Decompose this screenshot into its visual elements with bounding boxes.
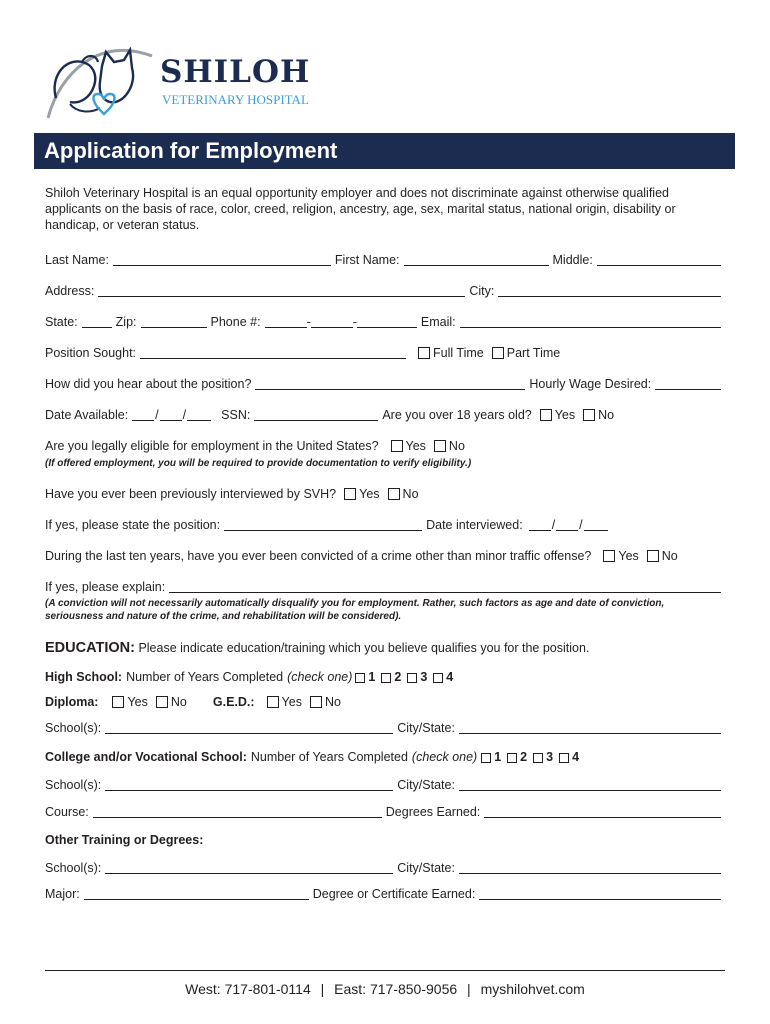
degree-cert-label: Degree or Certificate Earned: <box>312 887 476 901</box>
diploma-no-label: No <box>170 695 187 709</box>
explain-row <box>45 575 725 595</box>
prior-position-label: If yes, please state the position: <box>45 518 221 532</box>
last-name-label: Last Name: <box>45 253 109 267</box>
ged-no-option[interactable] <box>302 694 341 710</box>
hs-year-4-label: 4 <box>446 670 454 684</box>
over18-no-option[interactable] <box>575 407 614 423</box>
prior-position-row <box>45 513 725 533</box>
full-time-option[interactable] <box>418 345 484 361</box>
position-label: Position Sought: <box>45 346 137 360</box>
college-year-2-checkbox[interactable] <box>507 753 517 763</box>
over18-yes-label: Yes <box>554 408 576 422</box>
phone-prefix-field[interactable] <box>311 313 353 328</box>
ged-no-label: No <box>324 695 341 709</box>
college-year-4-option[interactable] <box>553 749 579 765</box>
convicted-no-option[interactable] <box>639 548 678 564</box>
college-year-2-label: 2 <box>520 750 528 764</box>
hs-year-3-label: 3 <box>420 670 428 684</box>
high-school-row <box>45 665 725 685</box>
other-training-label: Other Training or Degrees: <box>45 833 204 847</box>
state-row <box>45 310 725 330</box>
eligible-label: Are you legally eligible for employment in the United States? <box>45 439 379 453</box>
convicted-row <box>45 544 725 564</box>
hs-years-label: Number of Years Completed <box>126 670 284 684</box>
eligible-no-option[interactable] <box>426 438 465 454</box>
degrees-earned-field[interactable] <box>484 803 721 818</box>
convicted-no-checkbox[interactable] <box>647 550 659 562</box>
interviewed-yes-label: Yes <box>359 487 380 501</box>
hs-schools-field[interactable] <box>105 719 393 734</box>
interview-month-field[interactable] <box>529 516 551 531</box>
diploma-yes-option[interactable] <box>98 694 147 710</box>
college-row <box>45 745 725 765</box>
footer <box>45 981 725 997</box>
explain-label: If yes, please explain: <box>45 580 166 594</box>
interviewed-yes-option[interactable] <box>336 486 379 502</box>
footer-west-phone: West: 717-801-0114 <box>185 981 311 997</box>
email-field[interactable] <box>460 313 721 328</box>
interviewed-no-label: No <box>402 487 419 501</box>
hs-schools-label: School(s): <box>45 721 102 735</box>
hs-city-state-label: City/State: <box>397 721 455 735</box>
college-years-label: Number of Years Completed <box>250 750 408 764</box>
course-row <box>45 800 725 820</box>
part-time-option[interactable] <box>484 345 561 361</box>
title-bar <box>34 133 735 169</box>
education-title: EDUCATION: <box>45 640 135 656</box>
phone-area-field[interactable] <box>265 313 307 328</box>
over18-yes-checkbox[interactable] <box>540 409 552 421</box>
course-label: Course: <box>45 805 89 819</box>
other-schools-label: School(s): <box>45 861 102 875</box>
other-schools-field[interactable] <box>105 859 393 874</box>
email-label: Email: <box>420 315 456 329</box>
college-year-3-label: 3 <box>546 750 554 764</box>
state-label: State: <box>45 315 78 329</box>
date-day-field[interactable] <box>160 406 182 421</box>
interview-slash-1: / <box>551 518 556 532</box>
degree-cert-field[interactable] <box>479 885 721 900</box>
phone-dash-1: - <box>306 315 311 329</box>
college-year-2-option[interactable] <box>501 749 527 765</box>
diploma-label: Diploma: <box>45 695 99 709</box>
zip-field[interactable] <box>141 313 207 328</box>
eligible-yes-checkbox[interactable] <box>391 440 403 452</box>
phone-line-field[interactable] <box>357 313 417 328</box>
interviewed-label: Have you ever been previously interviewed by SVH? <box>45 487 337 501</box>
other-training-row <box>45 828 725 848</box>
other-city-state-field[interactable] <box>459 859 721 874</box>
interview-slash-2: / <box>579 518 583 532</box>
hs-year-2-checkbox[interactable] <box>381 673 391 683</box>
convicted-yes-label: Yes <box>618 549 639 563</box>
eligible-yes-option[interactable] <box>379 438 426 454</box>
college-year-4-label: 4 <box>572 750 580 764</box>
high-school-label: High School: <box>45 670 123 684</box>
diploma-yes-checkbox[interactable] <box>112 696 124 708</box>
page-title: Application for Employment <box>44 138 338 163</box>
college-label: College and/or Vocational School: <box>45 750 247 764</box>
course-field[interactable] <box>93 803 382 818</box>
address-label: Address: <box>45 284 95 298</box>
zip-label: Zip: <box>115 315 137 329</box>
diploma-yes-label: Yes <box>127 695 148 709</box>
footer-sep-1: | <box>320 981 325 997</box>
interviewed-no-option[interactable] <box>380 486 419 502</box>
college-year-4-checkbox[interactable] <box>559 753 569 763</box>
over18-no-checkbox[interactable] <box>583 409 595 421</box>
education-heading <box>45 640 589 656</box>
major-row <box>45 882 725 902</box>
logo-tagline: VETERINARY HOSPITAL <box>162 92 309 107</box>
other-city-state-label: City/State: <box>397 861 455 875</box>
college-schools-label: School(s): <box>45 778 102 792</box>
ged-yes-label: Yes <box>281 695 302 709</box>
convicted-yes-option[interactable] <box>591 548 638 564</box>
phone-dash-2: - <box>352 315 357 329</box>
date-slash-1: / <box>155 408 159 422</box>
logo <box>40 42 330 124</box>
eligible-row <box>45 434 725 454</box>
address-row <box>45 279 725 299</box>
eligible-no-label: No <box>448 439 465 453</box>
explain-field[interactable] <box>169 578 721 593</box>
diploma-no-checkbox[interactable] <box>156 696 168 708</box>
prior-position-field[interactable] <box>224 516 422 531</box>
date-month-field[interactable] <box>132 406 154 421</box>
hs-year-3-option[interactable] <box>401 669 427 685</box>
college-city-state-label: City/State: <box>397 778 455 792</box>
logo-name: SHILOH <box>160 54 311 90</box>
over18-no-label: No <box>598 408 615 422</box>
college-year-3-checkbox[interactable] <box>533 753 543 763</box>
middle-label: Middle: <box>552 253 593 267</box>
phone-label: Phone #: <box>210 315 261 329</box>
date-available-row <box>45 403 725 423</box>
convicted-yes-checkbox[interactable] <box>603 550 615 562</box>
hs-year-4-option[interactable] <box>427 669 453 685</box>
hs-city-state-field[interactable] <box>459 719 721 734</box>
date-year-field[interactable] <box>187 406 211 421</box>
college-city-state-field[interactable] <box>459 776 721 791</box>
hs-year-3-checkbox[interactable] <box>407 673 417 683</box>
last-name-field[interactable] <box>113 251 331 266</box>
wage-field[interactable] <box>655 375 721 390</box>
major-label: Major: <box>45 887 80 901</box>
logo-pets-icon <box>40 42 160 124</box>
wage-label: Hourly Wage Desired: <box>529 377 652 391</box>
major-field[interactable] <box>84 885 309 900</box>
education-instructions: Please indicate education/training which you believe qualifies you for the position. <box>138 641 590 655</box>
city-label: City: <box>469 284 495 298</box>
eligible-yes-label: Yes <box>405 439 426 453</box>
date-slash-2: / <box>182 408 187 422</box>
interviewed-row <box>45 482 725 502</box>
footer-website[interactable]: myshilohvet.com <box>480 981 585 997</box>
hs-year-2-label: 2 <box>394 670 402 684</box>
footer-divider <box>45 970 725 971</box>
interviewed-yes-checkbox[interactable] <box>344 488 356 500</box>
date-available-label: Date Available: <box>45 408 129 422</box>
heard-label: How did you hear about the position? <box>45 377 252 391</box>
college-year-1-label: 1 <box>494 750 502 764</box>
intro-text: Shiloh Veterinary Hospital is an equal opportunity employer and does not discriminate against otherwise qualified applicants on the basis of race, color, creed, religion, ancestry, age, sex, marital status, national origin, disability or handicap, or veteran status. <box>45 186 676 232</box>
interview-year-field[interactable] <box>584 516 608 531</box>
ssn-label: SSN: <box>221 408 251 422</box>
over18-label: Are you over 18 years old? <box>382 408 532 422</box>
heard-field[interactable] <box>255 375 525 390</box>
hs-year-1-checkbox[interactable] <box>355 673 365 683</box>
hs-schools-row <box>45 716 725 736</box>
degrees-earned-label: Degrees Earned: <box>385 805 481 819</box>
conviction-note: (A conviction will not necessarily automatically disqualify you for employment. Rather, such factors as age and date of conviction, seriousness and nature of the crime, and rehabilitation will be considered). <box>45 598 665 622</box>
college-check-one: (check one) <box>411 750 478 764</box>
hs-check-one: (check one) <box>287 670 353 684</box>
heard-row <box>45 372 725 392</box>
date-interviewed-label: Date interviewed: <box>426 518 523 532</box>
footer-east-phone: East: 717-850-9056 <box>334 981 458 997</box>
hs-year-2-option[interactable] <box>375 669 401 685</box>
diploma-row <box>45 690 725 710</box>
college-year-3-option[interactable] <box>527 749 553 765</box>
hs-year-1-option[interactable] <box>352 669 375 685</box>
first-name-field[interactable] <box>404 251 549 266</box>
eligible-note: (If offered employment, you will be required to provide documentation to verify eligibility.) <box>45 458 472 469</box>
interviewed-no-checkbox[interactable] <box>388 488 400 500</box>
middle-field[interactable] <box>597 251 721 266</box>
interview-day-field[interactable] <box>556 516 578 531</box>
first-name-label: First Name: <box>334 253 400 267</box>
footer-sep-2: | <box>467 981 471 997</box>
state-field[interactable] <box>82 313 112 328</box>
over18-yes-option[interactable] <box>532 407 575 423</box>
hs-year-1-label: 1 <box>368 670 376 684</box>
ged-label: G.E.D.: <box>212 695 255 709</box>
college-schools-row <box>45 773 725 793</box>
ged-yes-option[interactable] <box>255 694 302 710</box>
full-time-checkbox[interactable] <box>418 347 430 359</box>
ged-yes-checkbox[interactable] <box>267 696 279 708</box>
ged-no-checkbox[interactable] <box>310 696 322 708</box>
full-time-label: Full Time <box>433 346 484 360</box>
eligible-no-checkbox[interactable] <box>434 440 446 452</box>
name-row <box>45 248 725 268</box>
diploma-no-option[interactable] <box>148 694 187 710</box>
hs-year-4-checkbox[interactable] <box>433 673 443 683</box>
convicted-no-label: No <box>661 549 678 563</box>
ssn-field[interactable] <box>254 406 378 421</box>
address-field[interactable] <box>98 282 465 297</box>
city-field[interactable] <box>498 282 721 297</box>
college-schools-field[interactable] <box>105 776 393 791</box>
part-time-checkbox[interactable] <box>492 347 504 359</box>
convicted-label: During the last ten years, have you ever been convicted of a crime other than minor traffic offense? <box>45 549 592 563</box>
other-schools-row <box>45 856 725 876</box>
college-year-1-option[interactable] <box>477 749 501 765</box>
college-year-1-checkbox[interactable] <box>481 753 491 763</box>
position-field[interactable] <box>140 344 406 359</box>
position-row <box>45 341 725 361</box>
part-time-label: Part Time <box>506 346 561 360</box>
